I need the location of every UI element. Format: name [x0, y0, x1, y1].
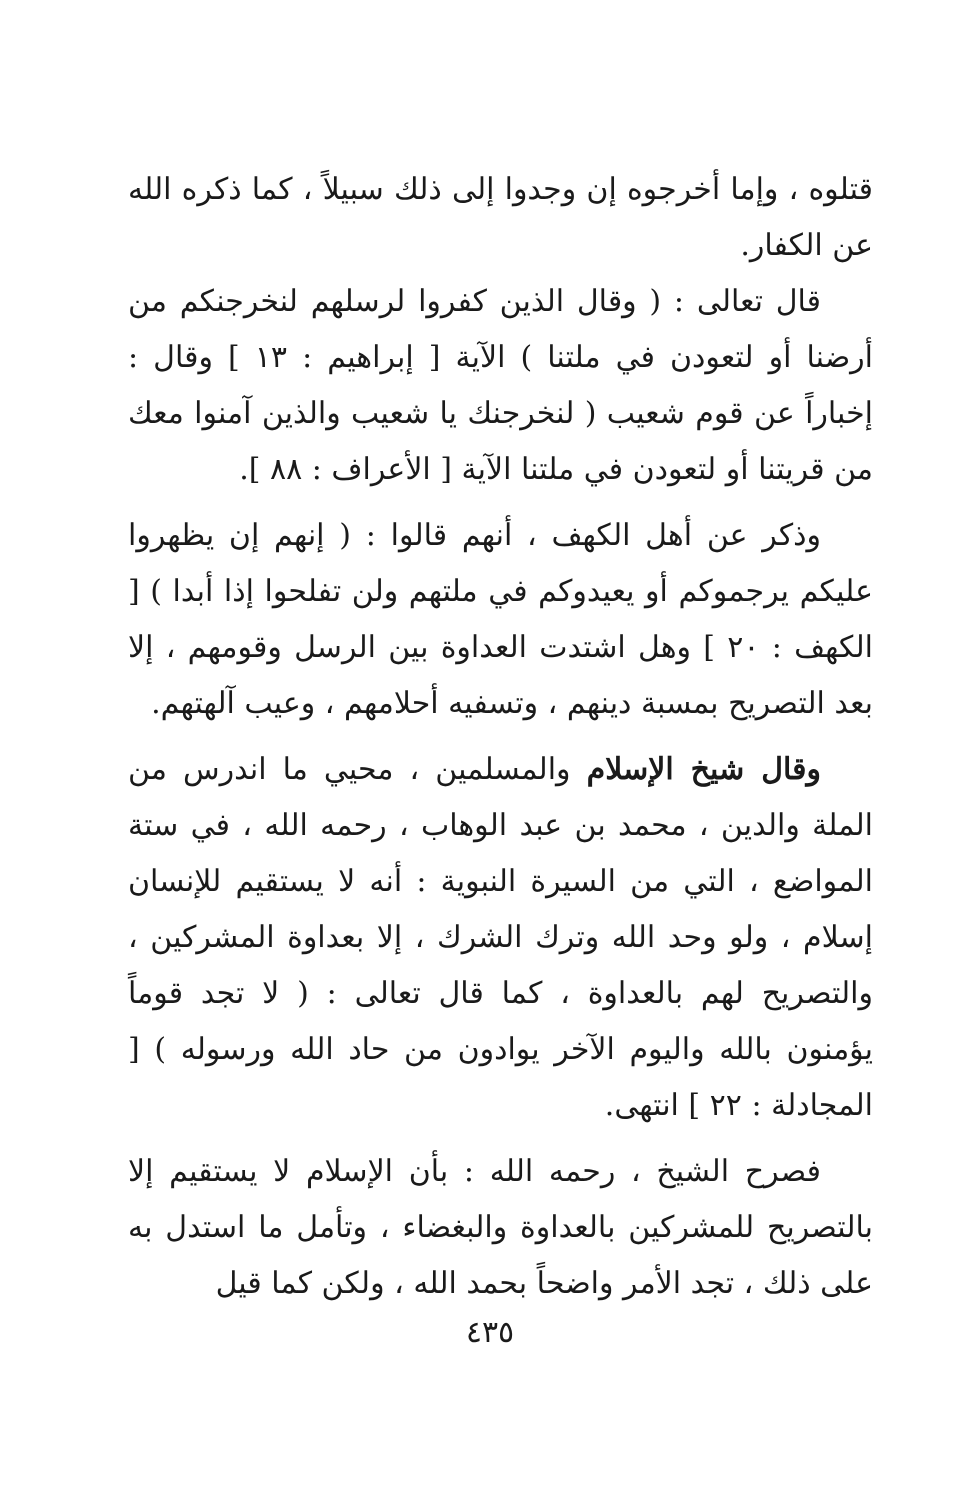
- paragraph-3-text: وذكر عن أهل الكهف ، أنهم قالوا : ( إنهم إن يظهروا عليكم يرجموكم أو يعيدوكم في ملتهم ولن تفلحوا إذا أبدا ) [ الكهف : ٢٠ ] وهل اشتدت العداوة بين الرسل وقومهم ، إلا بعد التصريح بمسبة دينهم ، وتسفيه أحلامهم ، وعيب آلهتهم.: [128, 518, 873, 721]
- paragraph-5-text: فصرح الشيخ ، رحمه الله : بأن الإسلام لا يستقيم إلا بالتصريح للمشركين بالعداوة والبغضاء ، وتأمل ما استدل به على ذلك ، تجد الأمر واضحاً بحمد الله ، ولكن كما قيل: [128, 1154, 873, 1301]
- paragraph-4-bold-lead: وقال شيخ الإسلام: [586, 752, 821, 787]
- paragraph-1: [128, 162, 873, 274]
- paragraph-1-text: قتلوه ، وإما أخرجوه إن وجدوا إلى ذلك سبيلاً ، كما ذكره الله عن الكفار.: [128, 172, 873, 263]
- paragraph-4: [128, 742, 873, 1134]
- paragraph-2: [128, 274, 873, 498]
- paragraph-3: [128, 508, 873, 732]
- paragraph-4-text: والمسلمين ، محيي ما اندرس من الملة والدين ، محمد بن عبد الوهاب ، رحمه الله ، في ستة المواضع ، التي من السيرة النبوية : أنه لا يستقيم للإنسان إسلام ، ولو وحد الله وترك الشرك ، إلا بعداوة المشركين ، والتصريح لهم بالعداوة ، كما قال تعالى : ( لا تجد قوماً يؤمنون بالله واليوم الآخر يوادون من حاد الله ورسوله ) [ المجادلة : ٢٢ ] انتهى.: [128, 752, 873, 1123]
- paragraph-5: [128, 1144, 873, 1312]
- page-number: ٤٣٥: [465, 1315, 515, 1350]
- body-text: [128, 162, 873, 1312]
- paragraph-2-text: قال تعالى : ( وقال الذين كفروا لرسلهم لنخرجنكم من أرضنا أو لتعودن في ملتنا ) الآية [ إبراهيم : ١٣ ] وقال : إخباراً عن قوم شعيب ( لنخرجنك يا شعيب والذين آمنوا معك من قريتنا أو لتعودن في ملتنا الآية [ الأعراف : ٨٨ ].: [128, 284, 874, 487]
